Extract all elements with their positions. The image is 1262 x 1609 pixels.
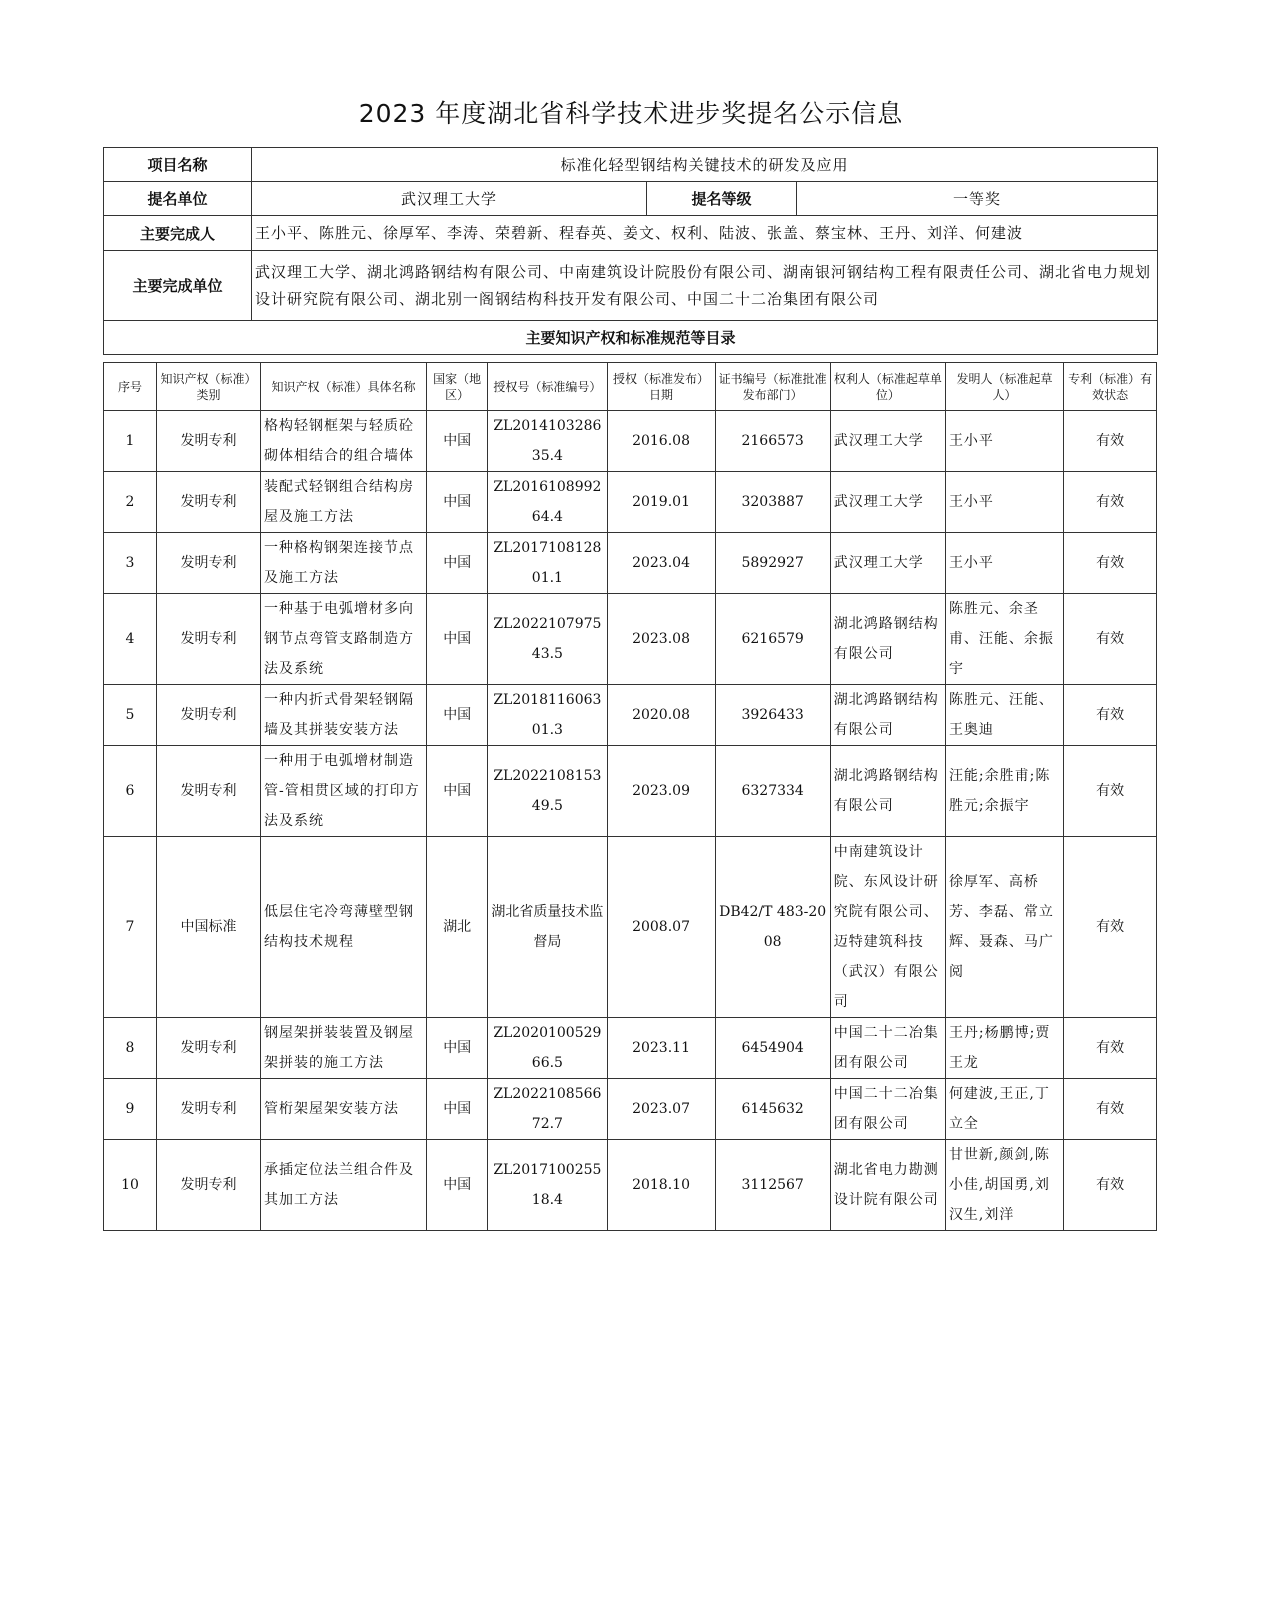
table-cell: 陈胜元、汪能、王奥迪 bbox=[945, 685, 1063, 746]
table-cell: 一种格构钢架连接节点及施工方法 bbox=[260, 533, 426, 594]
table-cell: 发明专利 bbox=[157, 411, 261, 472]
table-cell: 2023.11 bbox=[607, 1018, 715, 1079]
table-cell: 2 bbox=[104, 472, 157, 533]
units-value: 武汉理工大学、湖北鸿路钢结构有限公司、中南建筑设计院股份有限公司、湖南银河钢结构工程有限责任公司、湖北省电力规划设计研究院有限公司、湖北别一阁钢结构科技开发有限公司、中国二十二冶集团有限公司 bbox=[252, 251, 1158, 321]
table-row bbox=[104, 685, 1157, 746]
table-cell: 武汉理工大学 bbox=[830, 472, 945, 533]
table-cell: 2023.09 bbox=[607, 746, 715, 837]
table-cell: 中国 bbox=[427, 472, 488, 533]
nominator-row bbox=[104, 182, 1158, 216]
table-cell: ZL202210797543.5 bbox=[488, 594, 607, 685]
table-cell: 何建波,王正,丁立全 bbox=[945, 1079, 1063, 1140]
units-row bbox=[104, 251, 1158, 321]
header-cell: 序号 bbox=[104, 363, 157, 411]
header-cell: 发明人（标准起草人） bbox=[945, 363, 1063, 411]
table-cell: 中国 bbox=[427, 1018, 488, 1079]
table-cell: 发明专利 bbox=[157, 1140, 261, 1231]
table-cell: ZL202210856672.7 bbox=[488, 1079, 607, 1140]
table-cell: 有效 bbox=[1064, 533, 1157, 594]
header-cell: 知识产权（标准）具体名称 bbox=[260, 363, 426, 411]
people-row bbox=[104, 216, 1158, 251]
table-cell: 中国 bbox=[427, 1079, 488, 1140]
table-cell: 9 bbox=[104, 1079, 157, 1140]
table-cell: 武汉理工大学 bbox=[830, 533, 945, 594]
table-cell: 6454904 bbox=[715, 1018, 830, 1079]
table-cell: 2016.08 bbox=[607, 411, 715, 472]
table-row bbox=[104, 746, 1157, 837]
table-cell: 王小平 bbox=[945, 533, 1063, 594]
table-cell: 2008.07 bbox=[607, 837, 715, 1018]
nominator-value: 武汉理工大学 bbox=[252, 182, 647, 216]
table-row bbox=[104, 411, 1157, 472]
table-cell: 10 bbox=[104, 1140, 157, 1231]
table-cell: 陈胜元、余圣甫、汪能、余振宇 bbox=[945, 594, 1063, 685]
table-cell: 中国标准 bbox=[157, 837, 261, 1018]
header-cell: 授权号（标准编号） bbox=[488, 363, 607, 411]
header-cell: 国家（地区） bbox=[427, 363, 488, 411]
table-cell: 中国 bbox=[427, 685, 488, 746]
page-title: 2023 年度湖北省科学技术进步奖提名公示信息 bbox=[358, 99, 904, 128]
ip-table-header bbox=[104, 363, 1157, 411]
table-cell: 湖北鸿路钢结构有限公司 bbox=[830, 594, 945, 685]
table-cell: 2023.04 bbox=[607, 533, 715, 594]
table-cell: 有效 bbox=[1064, 594, 1157, 685]
table-cell: 2018.10 bbox=[607, 1140, 715, 1231]
table-row bbox=[104, 1079, 1157, 1140]
table-cell: 6216579 bbox=[715, 594, 830, 685]
table-row bbox=[104, 1018, 1157, 1079]
nominator-label: 提名单位 bbox=[104, 182, 252, 216]
table-cell: 有效 bbox=[1064, 1018, 1157, 1079]
people-label: 主要完成人 bbox=[104, 216, 252, 251]
table-cell: 武汉理工大学 bbox=[830, 411, 945, 472]
table-cell: 有效 bbox=[1064, 746, 1157, 837]
table-cell: 中国 bbox=[427, 533, 488, 594]
table-cell: 徐厚军、高桥芳、李磊、常立辉、聂森、马广阅 bbox=[945, 837, 1063, 1018]
table-cell: 2020.08 bbox=[607, 685, 715, 746]
table-cell: 4 bbox=[104, 594, 157, 685]
table-cell: ZL201811606301.3 bbox=[488, 685, 607, 746]
table-cell: 中南建筑设计院、东风设计研究院有限公司、迈特建筑科技（武汉）有限公司 bbox=[830, 837, 945, 1018]
table-cell: 湖北 bbox=[427, 837, 488, 1018]
header-cell: 专利（标准）有效状态 bbox=[1064, 363, 1157, 411]
project-name-label: 项目名称 bbox=[104, 148, 252, 182]
table-cell: 湖北省质量技术监督局 bbox=[488, 837, 607, 1018]
table-cell: 中国 bbox=[427, 594, 488, 685]
table-cell: 6327334 bbox=[715, 746, 830, 837]
table-cell: 甘世新,颜剑,陈小佳,胡国勇,刘汉生,刘洋 bbox=[945, 1140, 1063, 1231]
table-cell: 格构轻钢框架与轻质砼砌体相结合的组合墙体 bbox=[260, 411, 426, 472]
table-cell: 中国 bbox=[427, 411, 488, 472]
table-cell: DB42/T 483-2008 bbox=[715, 837, 830, 1018]
table-cell: 王小平 bbox=[945, 472, 1063, 533]
table-cell: 汪能;余胜甫;陈胜元;余振宇 bbox=[945, 746, 1063, 837]
table-cell: 3203887 bbox=[715, 472, 830, 533]
table-cell: 低层住宅冷弯薄壁型钢结构技术规程 bbox=[260, 837, 426, 1018]
table-cell: 一种内折式骨架轻钢隔墙及其拼装安装方法 bbox=[260, 685, 426, 746]
section-row bbox=[104, 321, 1158, 355]
table-cell: 发明专利 bbox=[157, 472, 261, 533]
table-cell: 中国 bbox=[427, 746, 488, 837]
table-cell: 王丹;杨鹏博;贾王龙 bbox=[945, 1018, 1063, 1079]
header-cell: 证书编号（标准批准发布部门） bbox=[715, 363, 830, 411]
table-cell: 3926433 bbox=[715, 685, 830, 746]
table-cell: 3112567 bbox=[715, 1140, 830, 1231]
table-row bbox=[104, 533, 1157, 594]
table-row bbox=[104, 1140, 1157, 1231]
table-cell: 湖北省电力勘测设计院有限公司 bbox=[830, 1140, 945, 1231]
header-cell: 权利人（标准起草单位） bbox=[830, 363, 945, 411]
table-cell: 有效 bbox=[1064, 472, 1157, 533]
table-cell: 6145632 bbox=[715, 1079, 830, 1140]
header-cell: 授权（标准发布）日期 bbox=[607, 363, 715, 411]
table-cell: 王小平 bbox=[945, 411, 1063, 472]
table-cell: 发明专利 bbox=[157, 533, 261, 594]
table-cell: 1 bbox=[104, 411, 157, 472]
table-cell: ZL202210815349.5 bbox=[488, 746, 607, 837]
table-cell: 湖北鸿路钢结构有限公司 bbox=[830, 746, 945, 837]
table-cell: 5892927 bbox=[715, 533, 830, 594]
table-cell: 装配式轻钢组合结构房屋及施工方法 bbox=[260, 472, 426, 533]
project-name-row bbox=[104, 148, 1158, 182]
table-cell: ZL201710025518.4 bbox=[488, 1140, 607, 1231]
table-cell: 有效 bbox=[1064, 1140, 1157, 1231]
table-cell: 中国二十二冶集团有限公司 bbox=[830, 1079, 945, 1140]
table-cell: 3 bbox=[104, 533, 157, 594]
table-cell: ZL201410328635.4 bbox=[488, 411, 607, 472]
table-cell: 湖北鸿路钢结构有限公司 bbox=[830, 685, 945, 746]
ip-table bbox=[103, 362, 1157, 1231]
table-cell: 6 bbox=[104, 746, 157, 837]
table-cell: 8 bbox=[104, 1018, 157, 1079]
people-value: 王小平、陈胜元、徐厚军、李涛、荣碧新、程春英、姜文、权利、陆波、张盖、蔡宝林、王丹、刘洋、何建波 bbox=[252, 216, 1158, 251]
table-cell: 2023.08 bbox=[607, 594, 715, 685]
project-info-table bbox=[103, 147, 1158, 355]
table-cell: 一种用于电弧增材制造管-管相贯区域的打印方法及系统 bbox=[260, 746, 426, 837]
table-cell: ZL202010052966.5 bbox=[488, 1018, 607, 1079]
table-cell: 中国 bbox=[427, 1140, 488, 1231]
table-row bbox=[104, 837, 1157, 1018]
table-cell: 5 bbox=[104, 685, 157, 746]
table-cell: 发明专利 bbox=[157, 685, 261, 746]
table-cell: 有效 bbox=[1064, 411, 1157, 472]
table-cell: 发明专利 bbox=[157, 594, 261, 685]
table-row bbox=[104, 472, 1157, 533]
level-label: 提名等级 bbox=[647, 182, 797, 216]
table-cell: 有效 bbox=[1064, 685, 1157, 746]
table-cell: 中国二十二冶集团有限公司 bbox=[830, 1018, 945, 1079]
header-cell: 知识产权（标准）类别 bbox=[157, 363, 261, 411]
table-row bbox=[104, 594, 1157, 685]
table-cell: ZL201710812801.1 bbox=[488, 533, 607, 594]
table-cell: 发明专利 bbox=[157, 1079, 261, 1140]
table-cell: ZL201610899264.4 bbox=[488, 472, 607, 533]
units-label: 主要完成单位 bbox=[104, 251, 252, 321]
section-title: 主要知识产权和标准规范等目录 bbox=[104, 321, 1158, 355]
table-cell: 2019.01 bbox=[607, 472, 715, 533]
project-name-value: 标准化轻型钢结构关键技术的研发及应用 bbox=[252, 148, 1158, 182]
level-value: 一等奖 bbox=[797, 182, 1158, 216]
table-cell: 钢屋架拼装装置及钢屋架拼装的施工方法 bbox=[260, 1018, 426, 1079]
table-cell: 2166573 bbox=[715, 411, 830, 472]
table-cell: 2023.07 bbox=[607, 1079, 715, 1140]
table-cell: 承插定位法兰组合件及其加工方法 bbox=[260, 1140, 426, 1231]
table-cell: 发明专利 bbox=[157, 746, 261, 837]
table-cell: 有效 bbox=[1064, 1079, 1157, 1140]
table-cell: 管桁架屋架安装方法 bbox=[260, 1079, 426, 1140]
table-cell: 一种基于电弧增材多向钢节点弯管支路制造方法及系统 bbox=[260, 594, 426, 685]
table-cell: 发明专利 bbox=[157, 1018, 261, 1079]
table-cell: 有效 bbox=[1064, 837, 1157, 1018]
table-cell: 7 bbox=[104, 837, 157, 1018]
